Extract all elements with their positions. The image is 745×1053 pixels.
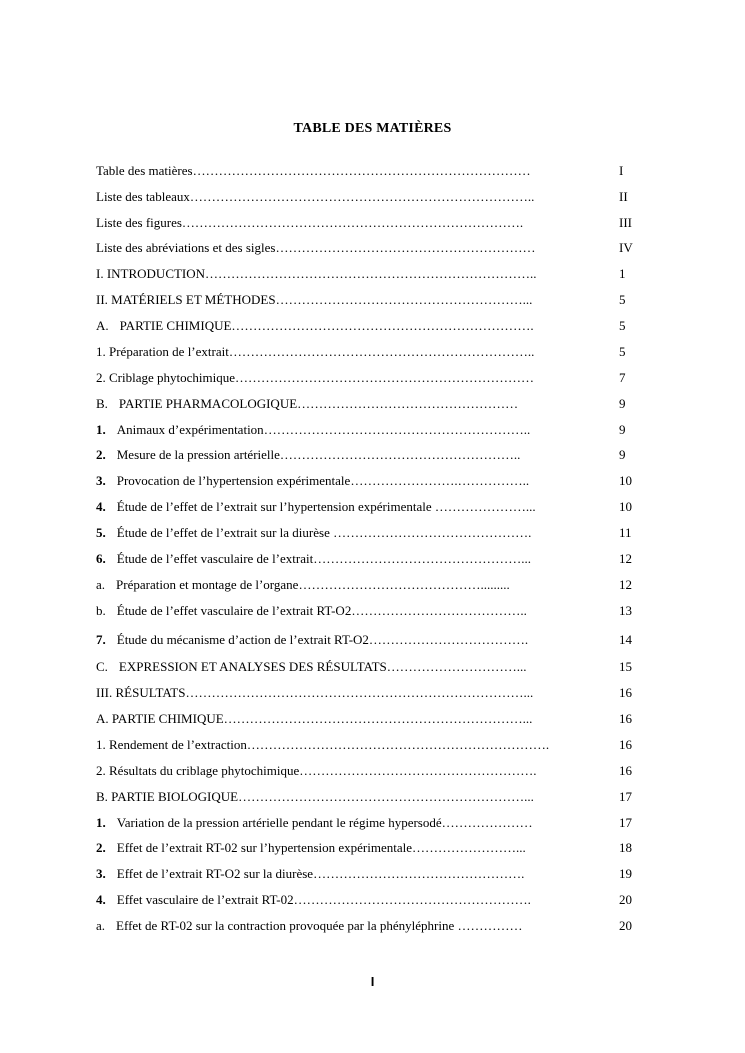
toc-entry-text <box>96 813 604 833</box>
toc-entry-text <box>96 735 604 755</box>
toc-entry-text <box>96 497 604 517</box>
toc-entry-page: 10 <box>619 499 632 514</box>
toc-entry-page: 10 <box>619 473 632 488</box>
toc-entry-label: 1. Préparation de l’extrait <box>96 344 229 359</box>
toc-entry-page: 16 <box>619 737 632 752</box>
toc-entry-leader: …………………………………………………… <box>275 240 536 255</box>
toc-entry-text <box>96 471 604 491</box>
toc-entry[interactable] <box>96 161 636 181</box>
toc-entry-page: 19 <box>619 866 632 881</box>
toc-entry-page: 20 <box>619 892 632 907</box>
toc-entry[interactable] <box>96 238 636 258</box>
toc-entry-text <box>96 445 604 465</box>
toc-entry-label: 2. Résultats du criblage phytochimique <box>96 763 300 778</box>
toc-entry[interactable] <box>96 213 636 233</box>
toc-entry-leader: …………………………………………… <box>297 396 519 411</box>
toc-entry[interactable] <box>96 761 636 781</box>
toc-entry-text <box>96 368 604 388</box>
toc-entry-text <box>96 787 604 807</box>
toc-entry[interactable] <box>96 445 636 465</box>
toc-entry-label: Liste des tableaux <box>96 189 190 204</box>
toc-entry-label: PARTIE CHIMIQUE <box>119 318 232 333</box>
toc-entry-label: Étude de l’effet vasculaire de l’extrait RT-O2 <box>116 603 352 618</box>
toc-entry-label: Mesure de la pression artérielle <box>116 447 280 462</box>
toc-entry-label: B. PARTIE BIOLOGIQUE <box>96 789 239 804</box>
toc-entry-number: 2. <box>96 840 106 855</box>
toc-entry-leader: ………………………………………………………………….. <box>205 266 537 281</box>
toc-entry-label: Préparation et montage de l’organe <box>116 577 299 592</box>
toc-entry-leader: …………………………………………………….. <box>263 422 531 437</box>
toc-entry-leader: ………………………………….. <box>351 603 527 618</box>
toc-entry-label: 2. Criblage phytochimique <box>96 370 236 385</box>
toc-entry-page: 9 <box>619 422 626 437</box>
toc-entry-page: IV <box>619 240 633 255</box>
toc-entry-leader: ……………………………………………….. <box>279 447 521 462</box>
toc-entry-page: I <box>619 163 624 178</box>
toc-entry-number: 3. <box>96 866 106 881</box>
toc-entry[interactable] <box>96 471 636 491</box>
toc-entry-label: Effet de l’extrait RT-O2 sur la diurèse <box>116 866 314 881</box>
toc-entry-label: Variation de la pression artérielle pendant le régime hypersodé <box>116 815 442 830</box>
toc-entry-leader: …………………... <box>431 499 536 514</box>
toc-entry-label: Effet vasculaire de l’extrait RT-02 <box>116 892 294 907</box>
toc-entry-page: 5 <box>619 292 626 307</box>
toc-entry[interactable] <box>96 575 636 595</box>
toc-entry[interactable] <box>96 316 636 336</box>
toc-entry-leader: …………………………………………………………… <box>235 370 535 385</box>
toc-entry-label: EXPRESSION ET ANALYSES DES RÉSULTATS <box>118 659 387 674</box>
toc-entry-text <box>96 864 604 884</box>
toc-entry-page: 9 <box>619 447 626 462</box>
toc-entry-leader: …………………………………………………………... <box>238 789 534 804</box>
toc-entry-number: 3. <box>96 473 106 488</box>
toc-entry[interactable] <box>96 813 636 833</box>
toc-entry-leader: ………………………………. <box>368 632 529 647</box>
toc-entry-leader: ……………………………………………………………………. <box>181 215 524 230</box>
toc-entry[interactable] <box>96 916 636 936</box>
toc-entry[interactable] <box>96 838 636 858</box>
toc-entry-page: 20 <box>619 918 632 933</box>
toc-entry-page: III <box>619 215 632 230</box>
toc-entry-page: 18 <box>619 840 632 855</box>
toc-entry-page: 1 <box>619 266 626 281</box>
toc-entry-leader: ………………… <box>441 815 533 830</box>
toc-entry-text <box>96 238 604 258</box>
toc-entry-number: 4. <box>96 499 106 514</box>
toc-entry-label: Table des matières <box>96 163 193 178</box>
toc-entry-leader: …………… <box>454 918 523 933</box>
toc-entry[interactable] <box>96 601 636 621</box>
toc-entry-label: Animaux d’expérimentation <box>116 422 264 437</box>
toc-entry-leader: …………………………………………………………………… <box>192 163 531 178</box>
toc-entry-text <box>96 316 604 336</box>
toc-entry-label: Effet de RT-02 sur la contraction provoquée par la phényléphrine <box>116 918 455 933</box>
toc-entry-text <box>96 342 604 362</box>
toc-entry-page: 5 <box>619 318 626 333</box>
toc-entry[interactable] <box>96 342 636 362</box>
toc-entry-number: 5. <box>96 525 106 540</box>
toc-entry[interactable] <box>96 497 636 517</box>
toc-entry-label: A. PARTIE CHIMIQUE <box>96 711 224 726</box>
toc-entry-text <box>96 394 604 414</box>
toc-entry[interactable] <box>96 630 636 650</box>
toc-entry-page: 17 <box>619 789 632 804</box>
toc-entry-text <box>96 420 604 440</box>
toc-entry-leader: ……………………………………………………………. <box>246 737 550 752</box>
toc-entry-text <box>96 657 604 677</box>
toc-entry-number: B. <box>96 396 108 411</box>
toc-entry[interactable] <box>96 394 636 414</box>
toc-entry-page: 17 <box>619 815 632 830</box>
toc-entry-number: 6. <box>96 551 106 566</box>
toc-entry-leader: …………………………………………... <box>313 551 531 566</box>
toc-entry-leader: ……………………………………………………………. <box>231 318 534 333</box>
toc-entry-label: 1. Rendement de l’extraction <box>96 737 247 752</box>
toc-entry[interactable] <box>96 368 636 388</box>
toc-entry[interactable] <box>96 264 636 284</box>
toc-entry-label: Étude de l’effet vasculaire de l’extrait <box>116 551 314 566</box>
toc-entry-text <box>96 761 604 781</box>
page-title: TABLE DES MATIÈRES <box>293 121 452 136</box>
toc-entry-label: Effet de l’extrait RT-02 sur l’hypertension expérimentale <box>116 840 412 855</box>
toc-entry-page: 5 <box>619 344 626 359</box>
toc-entry-leader: ……………………... <box>412 840 526 855</box>
toc-entry-number: a. <box>96 577 106 592</box>
toc-entry-page: 13 <box>619 603 632 618</box>
toc-entry[interactable] <box>96 735 636 755</box>
toc-entry-number: 2. <box>96 447 106 462</box>
toc-entry-leader: …………………………………………………………………….. <box>189 189 535 204</box>
toc-entry-leader: …………………….…………….. <box>350 473 530 488</box>
toc-entry-text <box>96 161 604 181</box>
toc-entry-number: 1. <box>96 815 106 830</box>
toc-entry[interactable] <box>96 523 636 543</box>
toc-entry-label: II. MATÉRIELS ET MÉTHODES <box>96 292 276 307</box>
toc-entry-text <box>96 630 604 650</box>
toc-entry-label: III. RÉSULTATS <box>96 685 186 700</box>
toc-entry-number: 1. <box>96 422 106 437</box>
toc-entry-leader: …………………………………………………………….. <box>228 344 535 359</box>
toc-entry-page: 9 <box>619 396 626 411</box>
toc-entry-text <box>96 890 604 910</box>
toc-entry[interactable] <box>96 187 636 207</box>
toc-entry-number: a. <box>96 918 106 933</box>
toc-entry-text <box>96 683 604 703</box>
toc-entry-leader: …………………………... <box>386 659 527 674</box>
toc-entry-number: C. <box>96 659 108 674</box>
toc-entry-text <box>96 709 604 729</box>
toc-entry-page: 11 <box>619 525 632 540</box>
toc-entry-leader: …………………………………………………... <box>275 292 533 307</box>
toc-entry-label: Provocation de l’hypertension expérimentale <box>116 473 351 488</box>
toc-entry-text <box>96 575 604 595</box>
toc-entry-label: Étude du mécanisme d’action de l’extrait RT-O2 <box>116 632 369 647</box>
toc-entry[interactable] <box>96 683 636 703</box>
toc-entry-leader: ………………………………………………. <box>299 763 537 778</box>
toc-entry-number: b. <box>96 603 106 618</box>
toc-entry[interactable] <box>96 657 636 677</box>
toc-entry-number: 4. <box>96 892 106 907</box>
toc-entry-text <box>96 264 604 284</box>
toc-entry-page: 12 <box>619 551 632 566</box>
toc-entry-text <box>96 213 604 233</box>
toc-entry-page: 7 <box>619 370 626 385</box>
toc-entry-text <box>96 523 604 543</box>
toc-entry-leader: ……………………………………………………………………... <box>185 685 534 700</box>
toc-entry-text <box>96 916 604 936</box>
toc-entry[interactable] <box>96 787 636 807</box>
page-number: I <box>370 974 375 989</box>
toc-entry-leader: …………………………………………. <box>313 866 525 881</box>
toc-entry-number: 7. <box>96 632 106 647</box>
toc-entry-text <box>96 290 604 310</box>
toc-entry-label: Étude de l’effet de l’extrait sur l’hypertension expérimentale <box>116 499 432 514</box>
toc-entry-text <box>96 187 604 207</box>
toc-entry-page: 16 <box>619 685 632 700</box>
toc-entry[interactable] <box>96 890 636 910</box>
toc-entry-label: Liste des figures <box>96 215 182 230</box>
toc-entry-label: PARTIE PHARMACOLOGIQUE <box>118 396 298 411</box>
toc-entry-leader: ………………………………………………. <box>293 892 531 907</box>
toc-entry[interactable] <box>96 864 636 884</box>
toc-entry-leader: ………………………………………. <box>329 525 532 540</box>
toc-entry-leader: ……………………………………………………………... <box>223 711 533 726</box>
toc-entry[interactable] <box>96 549 636 569</box>
toc-entry-page: 12 <box>619 577 632 592</box>
toc-entry-leader: ……………………………………......... <box>298 577 510 592</box>
toc-entry-text <box>96 838 604 858</box>
toc-entry-number: A. <box>96 318 109 333</box>
toc-entry-text <box>96 549 604 569</box>
toc-entry-page: II <box>619 189 628 204</box>
toc-entry[interactable] <box>96 290 636 310</box>
toc-entry-text <box>96 601 604 621</box>
toc-entry-page: 14 <box>619 632 632 647</box>
toc-entry-label: Liste des abréviations et des sigles <box>96 240 276 255</box>
toc-entry-page: 15 <box>619 659 632 674</box>
toc-entry-page: 16 <box>619 711 632 726</box>
toc-entry[interactable] <box>96 420 636 440</box>
toc-entry-page: 16 <box>619 763 632 778</box>
toc-entry-label: I. INTRODUCTION <box>96 266 206 281</box>
toc-entry-label: Étude de l’effet de l’extrait sur la diurèse <box>116 525 330 540</box>
toc-entry[interactable] <box>96 709 636 729</box>
